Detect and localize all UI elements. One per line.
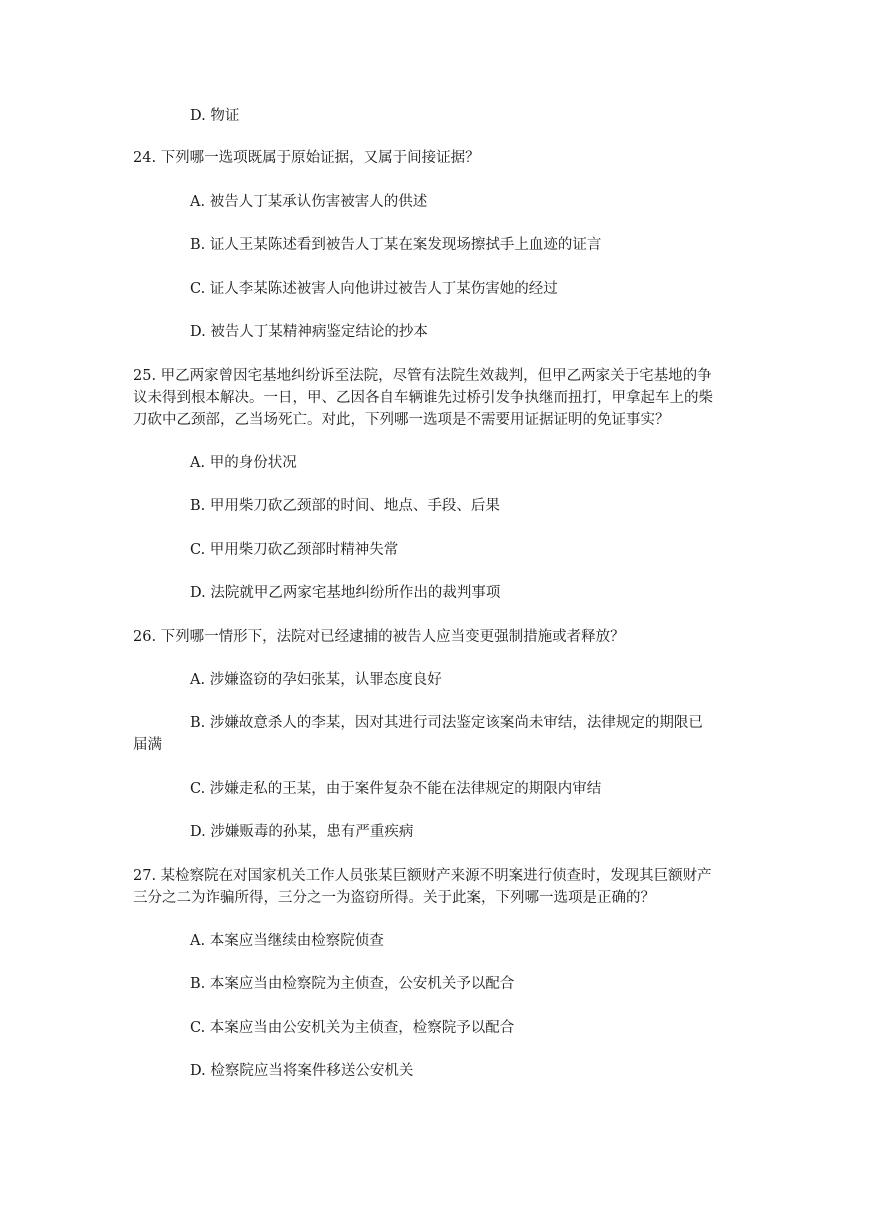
option-a: A. 被告人丁某承认伤害被害人的供述 — [190, 194, 428, 210]
option-c: C. 甲用柴刀砍乙颈部时精神失常 — [190, 542, 399, 558]
question-stem: 24. 下列哪一选项既属于原始证据，又属于间接证据？ — [133, 150, 480, 166]
question-stem: 26. 下列哪一情形下，法院对已经逮捕的被告人应当变更强制措施或者释放？ — [133, 629, 625, 645]
option-d: D. 法院就甲乙两家宅基地纠纷所作出的裁判事项 — [190, 585, 501, 601]
option-b-line-2: 届满 — [133, 737, 162, 753]
option-c: C. 涉嫌走私的王某，由于案件复杂不能在法律规定的期限内审结 — [190, 781, 602, 797]
question-stem-line-3: 刀砍中乙颈部，乙当场死亡。对此，下列哪一选项是不需要用证据证明的免证事实？ — [133, 412, 670, 428]
option-d: D. 被告人丁某精神病鉴定结论的抄本 — [190, 324, 428, 340]
option-a: A. 涉嫌盗窃的孕妇张某，认罪态度良好 — [190, 672, 442, 688]
option-d: D. 涉嫌贩毒的孙某，患有严重疾病 — [190, 824, 414, 840]
option-c: C. 证人李某陈述被害人向他讲过被告人丁某伤害她的经过 — [190, 281, 558, 297]
option-b: B. 甲用柴刀砍乙颈部的时间、地点、手段、后果 — [190, 498, 500, 514]
question-stem-line-2: 议未得到根本解决。一日，甲、乙因各自车辆谁先过桥引发争执继而扭打，甲拿起车上的柴 — [133, 390, 713, 406]
option-a: A. 本案应当继续由检察院侦查 — [190, 933, 384, 949]
question-stem-line-1: 27. 某检察院在对国家机关工作人员张某巨额财产来源不明案进行侦查时，发现其巨额财产 — [133, 868, 712, 884]
option-a: A. 甲的身份状况 — [190, 455, 297, 471]
option-b: B. 证人王某陈述看到被告人丁某在案发现场擦拭手上血迹的证言 — [190, 237, 602, 253]
question-stem-line-1: 25. 甲乙两家曾因宅基地纠纷诉至法院，尽管有法院生效裁判，但甲乙两家关于宅基地的争 — [133, 368, 712, 384]
prev-option-d: D. 物证 — [190, 108, 240, 124]
option-b: B. 本案应当由检察院为主侦查，公安机关予以配合 — [190, 976, 515, 992]
option-b-line-1: B. 涉嫌故意杀人的李某，因对其进行司法鉴定该案尚未审结，法律规定的期限已 — [190, 715, 703, 731]
option-c: C. 本案应当由公安机关为主侦查，检察院予以配合 — [190, 1020, 515, 1036]
option-d: D. 检察院应当将案件移送公安机关 — [190, 1063, 414, 1079]
question-stem-line-2: 三分之二为诈骗所得，三分之一为盗窃所得。关于此案，下列哪一选项是正确的？ — [133, 890, 655, 906]
